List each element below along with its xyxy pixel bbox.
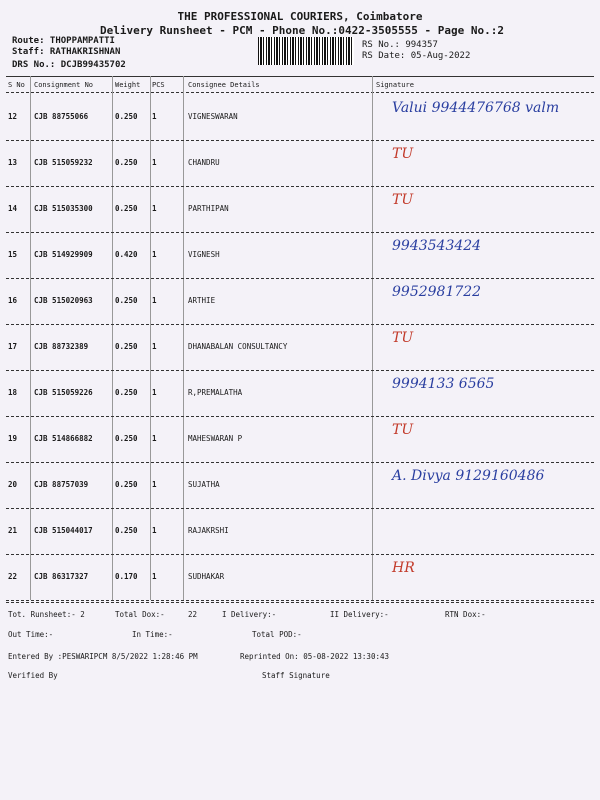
table-row [0,416,600,462]
consignee-name: VIGNESWARAN [188,112,238,121]
total-dox-label: Total Dox:- [115,610,165,619]
barcode [258,37,354,65]
serial-number: 22 [8,572,18,581]
weight: 0.250 [115,388,138,397]
pieces: 1 [152,434,157,443]
signature: TU [392,146,414,162]
pieces: 1 [152,250,157,259]
pieces: 1 [152,480,157,489]
entered-by: Entered By :PESWARIPCM 8/5/2022 1:28:46 PM [8,652,198,661]
route-label: Route: THOPPAMPATTI [12,36,115,46]
rs-date: RS Date: 05-Aug-2022 [362,51,471,61]
serial-number: 17 [8,342,18,351]
col-header-signature: Signature [376,81,414,89]
col-header-sno: S No [8,81,25,89]
total-dox-value: 22 [188,610,198,619]
serial-number: 19 [8,434,18,443]
total-pod: Total POD:- [252,630,302,639]
weight: 0.250 [115,158,138,167]
consignment-number: CJB 86317327 [34,572,89,581]
weight: 0.250 [115,112,138,121]
pieces: 1 [152,388,157,397]
consignment-number: CJB 515044017 [34,526,93,535]
consignment-number: CJB 515020963 [34,296,93,305]
consignment-number: CJB 88755066 [34,112,89,121]
weight: 0.170 [115,572,138,581]
signature: A. Divya 9129160486 [392,468,545,484]
consignee-name: RAJAKRSHI [188,526,229,535]
in-time: In Time:- [132,630,173,639]
col-header-pcs: PCS [152,81,165,89]
consignment-number: CJB 88732389 [34,342,89,351]
pieces: 1 [152,296,157,305]
table-top-rule [6,76,594,77]
weight: 0.250 [115,296,138,305]
table-row [0,140,600,186]
signature: 9994133 6565 [392,376,495,392]
serial-number: 12 [8,112,18,121]
consignee-name: DHANABALAN CONSULTANCY [188,342,288,351]
ii-delivery: II Delivery:- [330,610,389,619]
pieces: 1 [152,342,157,351]
out-time: Out Time:- [8,630,54,639]
table-row [0,462,600,508]
table-row [0,370,600,416]
pieces: 1 [152,112,157,121]
reprinted-on: Reprinted On: 05-08-2022 13:30:43 [240,652,390,661]
signature: Valui 9944476768 valm [392,100,560,116]
header-rule [6,92,594,93]
table-row [0,554,600,600]
consignment-number: CJB 514866882 [34,434,93,443]
rs-number: RS No.: 994357 [362,40,438,50]
serial-number: 21 [8,526,18,535]
col-header-weight: Weight [115,81,141,89]
serial-number: 15 [8,250,18,259]
table-row [0,324,600,370]
signature: TU [392,192,414,208]
company-title: THE PROFESSIONAL COURIERS, Coimbatore [177,10,423,23]
pieces: 1 [152,158,157,167]
consignment-number: CJB 515035300 [34,204,93,213]
consignment-number: CJB 88757039 [34,480,89,489]
table-row [0,508,600,554]
signature: TU [392,330,414,346]
consignee-name: MAHESWARAN P [188,434,243,443]
drs-number: DRS No.: DCJB99435702 [12,60,126,70]
serial-number: 20 [8,480,18,489]
weight: 0.250 [115,342,138,351]
row-divider [6,600,594,601]
consignee-name: VIGNESH [188,250,220,259]
consignee-name: R,PREMALATHA [188,388,243,397]
serial-number: 18 [8,388,18,397]
weight: 0.250 [115,526,138,535]
table-row [0,186,600,232]
col-header-consignee: Consignee Details [188,81,260,89]
consignee-name: PARTHIPAN [188,204,229,213]
table-row [0,94,600,140]
table-row [0,232,600,278]
consignee-name: SUDHAKAR [188,572,225,581]
weight: 0.420 [115,250,138,259]
consignment-number: CJB 514929909 [34,250,93,259]
signature: 9943543424 [392,238,482,254]
serial-number: 13 [8,158,18,167]
weight: 0.250 [115,480,138,489]
consignee-name: CHANDRU [188,158,220,167]
consignment-number: CJB 515059232 [34,158,93,167]
weight: 0.250 [115,434,138,443]
i-delivery: I Delivery:- [222,610,277,619]
runsheet-subtitle: Delivery Runsheet - PCM - Phone No.:0422-3505555 - Page No.:2 [100,24,504,37]
rtn-dox: RTN Dox:- [445,610,486,619]
pieces: 1 [152,204,157,213]
tot-runsheet: Tot. Runsheet:- 2 [8,610,85,619]
staff-signature-label: Staff Signature [262,671,330,680]
signature: 9952981722 [392,284,482,300]
serial-number: 14 [8,204,18,213]
consignee-name: SUJATHA [188,480,220,489]
footer-rule [6,602,594,603]
consignee-name: ARTHIE [188,296,216,305]
pieces: 1 [152,526,157,535]
pieces: 1 [152,572,157,581]
verified-by-label: Verified By [8,671,58,680]
signature: HR [392,560,415,576]
col-header-consignment: Consignment No [34,81,94,89]
consignment-number: CJB 515059226 [34,388,93,397]
staff-label: Staff: RATHAKRISHNAN [12,47,121,57]
weight: 0.250 [115,204,138,213]
signature: TU [392,422,414,438]
table-row [0,278,600,324]
serial-number: 16 [8,296,18,305]
